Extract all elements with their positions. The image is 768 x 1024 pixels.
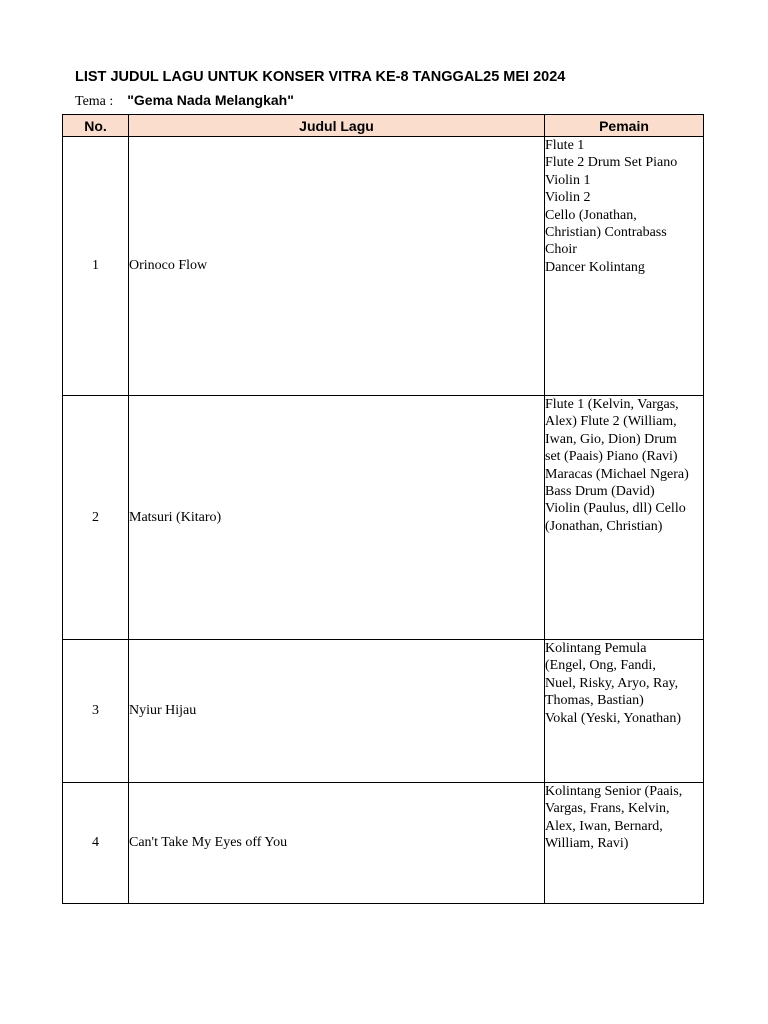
player-line: Vargas, Frans, Kelvin, [545, 801, 670, 817]
player-line: Violin 1 [545, 172, 591, 188]
table-row [63, 396, 704, 640]
player-line: (Engel, Ong, Fandi, [545, 658, 656, 674]
row-number: 3 [63, 640, 129, 783]
players-cell [545, 396, 704, 640]
player-line: Choir [545, 242, 577, 258]
row-number: 1 [63, 137, 129, 396]
table-row [63, 137, 704, 396]
song-list-table [62, 114, 704, 904]
song-title: Nyiur Hijau [129, 640, 545, 783]
player-line: Flute 1 [545, 138, 585, 153]
player-line: Vokal (Yeski, Yonathan) [545, 710, 682, 726]
document-title: LIST JUDUL LAGU UNTUK KONSER VITRA KE-8 TANGGAL25 MEI 2024 [75, 69, 566, 85]
player-line: Cello (Jonathan, [545, 207, 637, 223]
row-number: 4 [63, 783, 129, 904]
players-cell [545, 137, 704, 396]
header-no: No. [63, 115, 129, 137]
player-line: Kolintang Pemula [545, 641, 647, 656]
table-row [63, 783, 704, 904]
theme-value: "Gema Nada Melangkah" [127, 92, 294, 108]
player-line: Thomas, Bastian) [545, 693, 644, 709]
song-title: Matsuri (Kitaro) [129, 396, 545, 640]
song-title: Can't Take My Eyes off You [129, 783, 545, 904]
header-players: Pemain [545, 115, 704, 137]
player-line: Bass Drum (David) [545, 484, 655, 500]
player-line: Flute 1 (Kelvin, Vargas, [545, 397, 679, 412]
player-line: Flute 2 Drum Set Piano [545, 155, 678, 171]
theme-label: Tema : [75, 94, 114, 109]
player-line: (Jonathan, Christian) [545, 518, 663, 534]
player-line: Maracas (Michael Ngera) [545, 466, 689, 482]
theme-line [75, 92, 294, 110]
song-title: Orinoco Flow [129, 137, 545, 396]
player-line: Kolintang Senior (Paais, [545, 784, 683, 799]
table-header-row [63, 115, 704, 137]
player-line: William, Ravi) [545, 836, 629, 852]
player-line: set (Paais) Piano (Ravi) [545, 449, 678, 465]
player-line: Alex) Flute 2 (William, [545, 414, 677, 430]
players-cell [545, 783, 704, 904]
player-line: Iwan, Gio, Dion) Drum [545, 431, 677, 447]
player-line: Alex, Iwan, Bernard, [545, 818, 663, 834]
player-line: Dancer Kolintang [545, 259, 645, 275]
row-number: 2 [63, 396, 129, 640]
player-line: Nuel, Risky, Aryo, Ray, [545, 675, 679, 691]
players-cell [545, 640, 704, 783]
player-line: Violin (Paulus, dll) Cello [545, 501, 686, 517]
player-line: Violin 2 [545, 190, 591, 206]
table-row [63, 640, 704, 783]
header-song-title: Judul Lagu [129, 115, 545, 137]
player-line: Christian) Contrabass [545, 225, 667, 241]
